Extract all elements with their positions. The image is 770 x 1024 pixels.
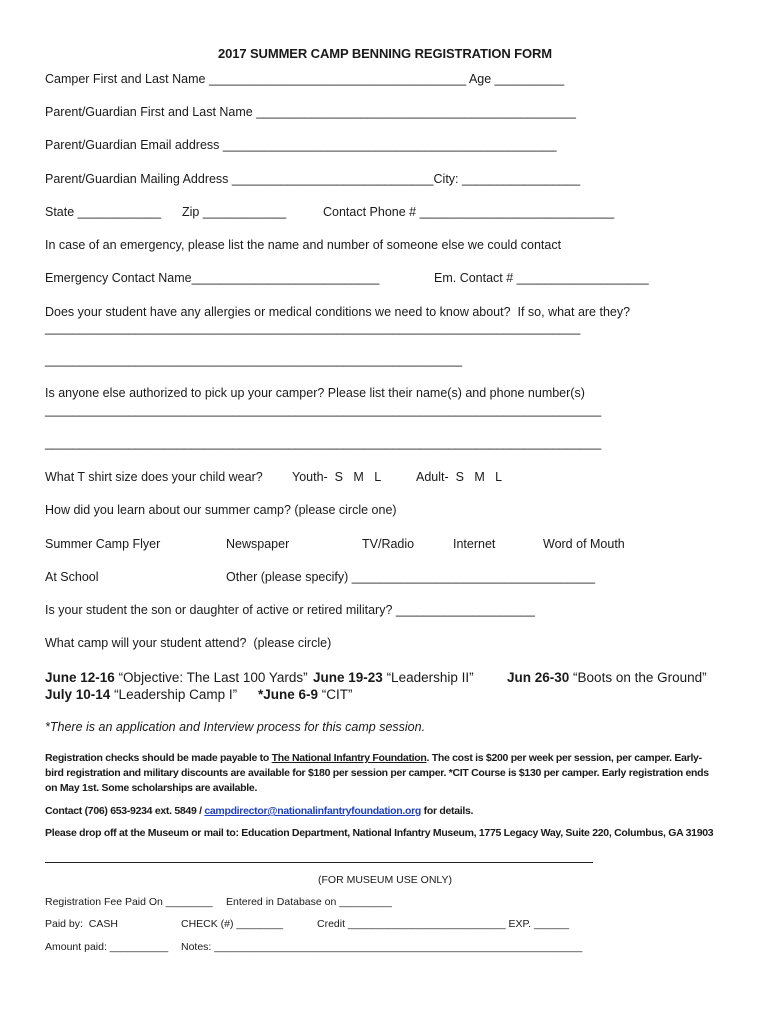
checks-text: Registration checks should be made payable to [45, 752, 272, 764]
session-dates: July 10-14 [45, 687, 111, 702]
paid-by-cash[interactable]: Paid by: CASH [45, 918, 118, 930]
dropoff-instructions: Please drop off at the Museum or mail to: Education Department, National Infantry Museum, 1775 Legacy Way, Suite 220, Columbus, GA 31903 [45, 827, 714, 839]
learn-question: How did you learn about our summer camp? (please circle one) [45, 503, 397, 517]
session-name: “Boots on the Ground” [573, 670, 707, 685]
option-word-of-mouth[interactable]: Word of Mouth [543, 537, 625, 551]
session-option[interactable] [45, 670, 308, 685]
session-dates: *June 6-9 [258, 687, 319, 702]
application-note: *There is an application and Interview process for this camp session. [45, 720, 426, 734]
tshirt-adult-options[interactable]: Adult- S M L [416, 470, 503, 484]
check-number-field[interactable]: CHECK (#) ________ [181, 918, 284, 930]
allergies-line-1[interactable]: _____________________________________________________________________________ [45, 321, 581, 335]
emergency-contact-field[interactable]: Em. Contact # ___________________ [434, 271, 649, 285]
contact-email-link[interactable]: campdirector@nationalinfantryfoundation.org [204, 805, 422, 817]
contact-phone-text: Contact (706) 653-9234 ext. 5849 / [45, 805, 205, 817]
tshirt-youth-options[interactable]: Youth- S M L [292, 470, 382, 484]
allergies-line-2[interactable]: ____________________________________________________________ [45, 353, 463, 367]
zip-field[interactable]: Zip ____________ [182, 205, 287, 219]
office-use-heading: (FOR MUSEUM USE ONLY) [318, 874, 452, 886]
military-question[interactable]: Is your student the son or daughter of active or retired military? ____________________ [45, 603, 535, 617]
option-internet[interactable]: Internet [453, 537, 496, 551]
session-name: “Leadership Camp I” [114, 687, 238, 702]
contact-info [45, 804, 715, 819]
mailing-address-field[interactable]: Parent/Guardian Mailing Address _____________________________City: _________________ [45, 172, 581, 186]
form-title: 2017 SUMMER CAMP BENNING REGISTRATION FORM [217, 46, 553, 61]
notes-field[interactable]: Notes: _______________________________________________________________ [181, 941, 583, 953]
entered-database-field[interactable]: Entered in Database on _________ [226, 896, 392, 908]
state-field[interactable]: State ____________ [45, 205, 162, 219]
session-dates: Jun 26-30 [507, 670, 570, 685]
parent-name-field[interactable]: Parent/Guardian First and Last Name ______________________________________________ [45, 105, 576, 119]
camper-name-field[interactable]: Camper First and Last Name _____________________________________ Age __________ [45, 72, 565, 86]
session-option[interactable] [313, 670, 474, 685]
contact-phone-field[interactable]: Contact Phone # ____________________________ [323, 205, 615, 219]
pickup-line-2[interactable]: ________________________________________________________________________________ [45, 436, 602, 450]
session-name: “Objective: The Last 100 Yards” [118, 670, 308, 685]
option-summer-camp-flyer[interactable]: Summer Camp Flyer [45, 537, 161, 551]
tshirt-question: What T shirt size does your child wear? [45, 470, 263, 484]
option-other[interactable]: Other (please specify) ___________________________________ [226, 570, 596, 584]
checks-details: . The cost is $200 per week per session, per camper. Early-bird registration and military discounts are available for $180 per session per camper. *CIT Course is $130 per camper. Early registration ends on May 1st. Some scholarships are available. [45, 752, 709, 794]
parent-email-field[interactable]: Parent/Guardian Email address ________________________________________________ [45, 138, 557, 152]
credit-field[interactable]: Credit ___________________________ EXP. ______ [317, 918, 570, 930]
pickup-question: Is anyone else authorized to pick up your camper? Please list their name(s) and phone number(s) [45, 386, 585, 400]
amount-paid-field[interactable]: Amount paid: __________ [45, 941, 169, 953]
emergency-prompt: In case of an emergency, please list the name and number of someone else we could contact [45, 238, 562, 252]
session-dates: June 12-16 [45, 670, 115, 685]
session-name: “CIT” [321, 687, 353, 702]
payment-instructions [45, 751, 715, 796]
session-option[interactable] [258, 687, 353, 702]
checks-payee: The National Infantry Foundation [271, 752, 427, 764]
camp-question: What camp will your student attend? (please circle) [45, 636, 332, 650]
session-name: “Leadership II” [386, 670, 474, 685]
emergency-name-field[interactable]: Emergency Contact Name___________________________ [45, 271, 380, 285]
pickup-line-1[interactable]: ________________________________________________________________________________ [45, 403, 602, 417]
allergies-question: Does your student have any allergies or medical conditions we need to know about? If so, what are they? [45, 305, 631, 319]
option-tv-radio[interactable]: TV/Radio [362, 537, 415, 551]
session-option[interactable] [45, 687, 237, 702]
fee-paid-field[interactable]: Registration Fee Paid On ________ [45, 896, 213, 908]
divider-line [45, 862, 593, 863]
option-at-school[interactable]: At School [45, 570, 99, 584]
contact-details-text: for details. [421, 805, 474, 817]
session-option[interactable] [507, 670, 707, 685]
option-newspaper[interactable]: Newspaper [226, 537, 290, 551]
session-dates: June 19-23 [313, 670, 383, 685]
